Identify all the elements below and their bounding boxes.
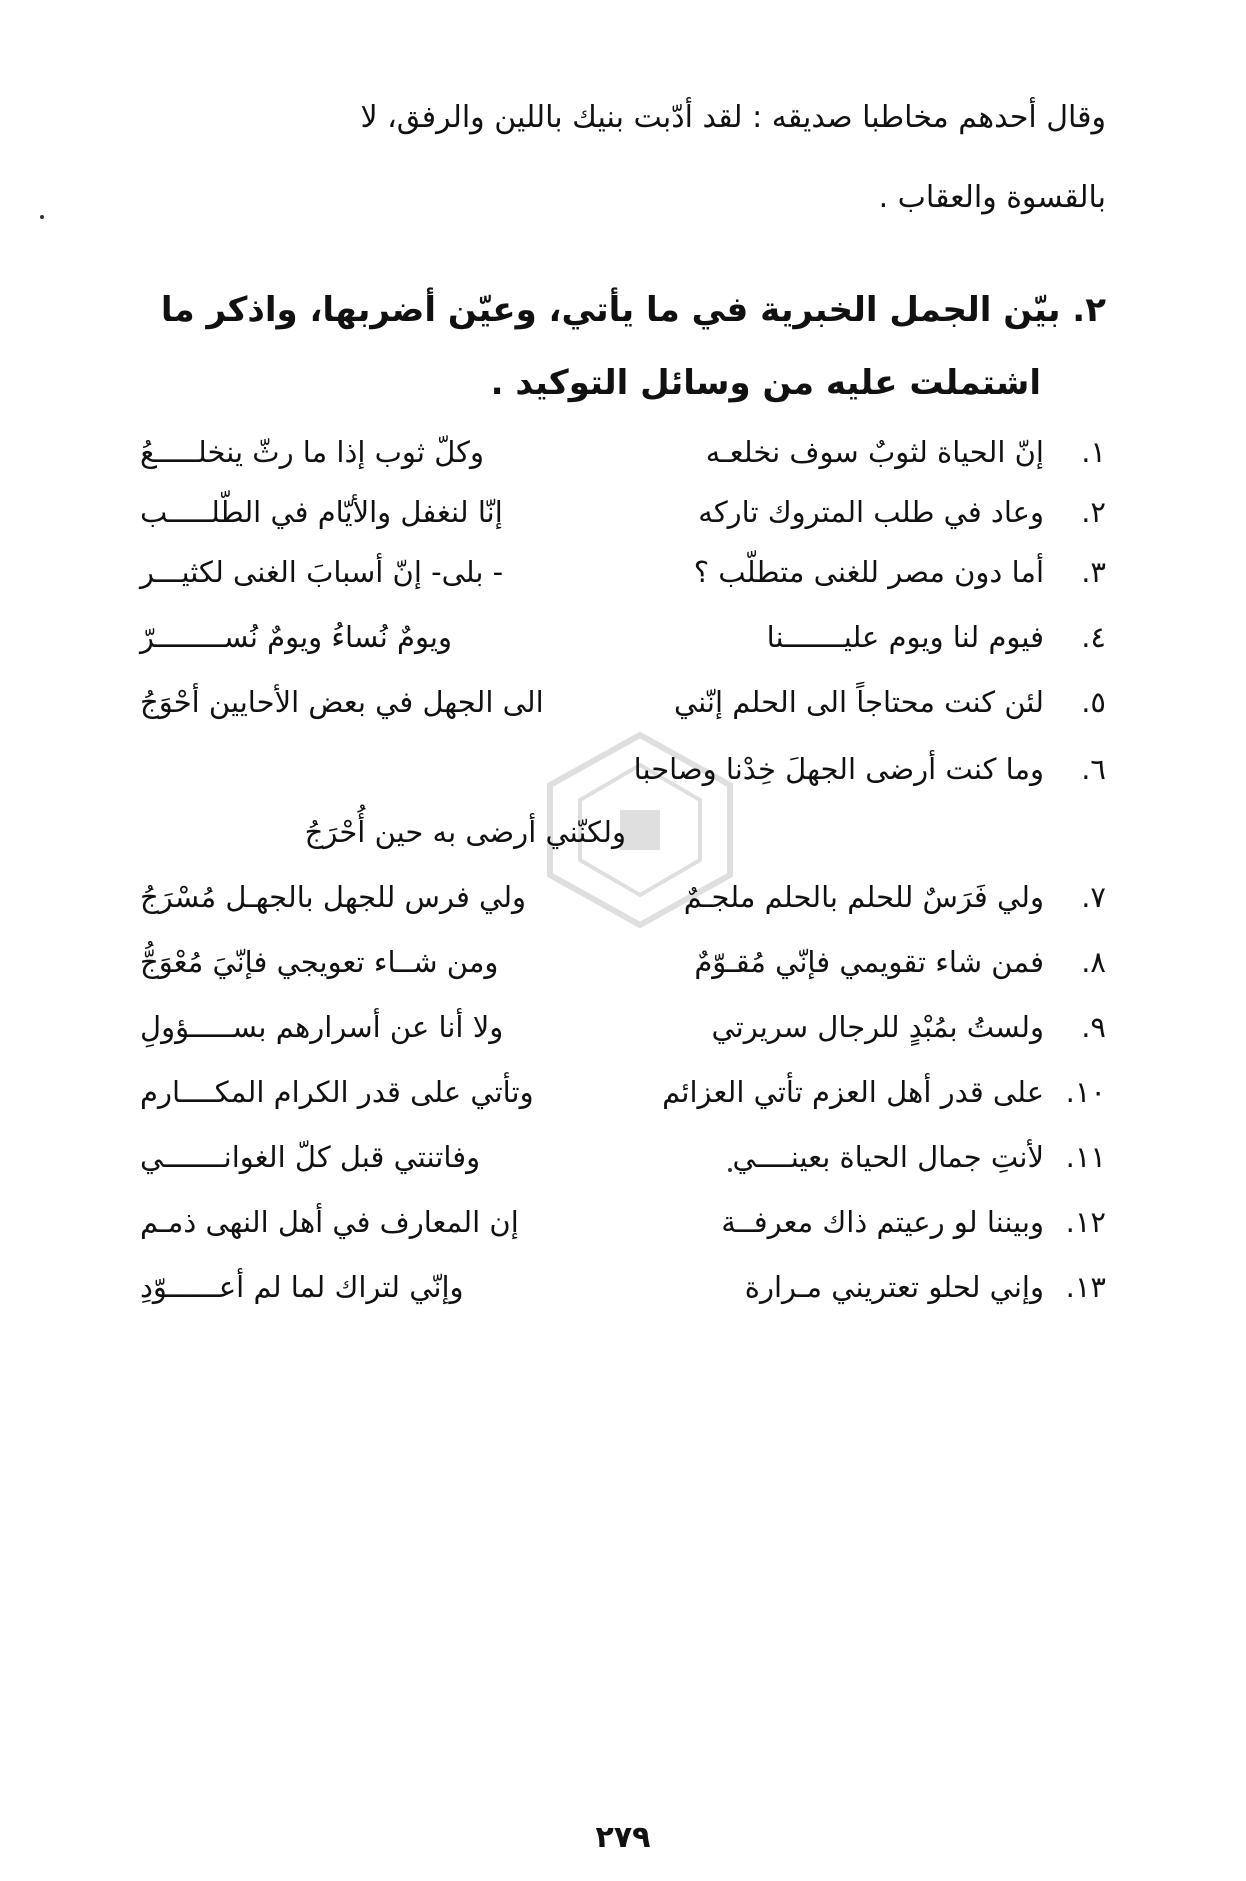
verse-second-hemistich: إنّا لنغفل والأيّام في الطّلـــــب <box>140 495 503 529</box>
verse-second-hemistich: - بلى- إنّ أسبابَ الغنى لكثيـــر <box>140 555 504 589</box>
verse-number: ١٠. <box>1065 1075 1106 1109</box>
verse-first-hemistich: ولستُ بمُبْدٍ للرجال سريرتي <box>711 1010 1044 1044</box>
verse-first-hemistich: وإني لحلو تعتريني مـرارة <box>744 1270 1044 1304</box>
verse-row-continuation <box>140 815 1106 865</box>
verse-row <box>140 1010 1106 1060</box>
verse-number: ١١. <box>1065 1140 1106 1174</box>
verse-first-hemistich: ولي فَرَسٌ للحلم بالحلم ملجـمٌ <box>683 880 1044 914</box>
verse-row <box>140 435 1106 485</box>
verse-row <box>140 1075 1106 1125</box>
verse-first-hemistich: لئن كنت محتاجاً الى الحلم إنّني <box>673 685 1044 719</box>
verse-second-hemistich: ويومٌ نُساءُ ويومٌ نُســــــــرّ <box>140 620 453 654</box>
verse-number: ٨. <box>1081 945 1106 979</box>
verse-number: ٩. <box>1081 1010 1106 1044</box>
verse-first-hemistich: فمن شاء تقويمي فإنّي مُقـوّمٌ <box>694 945 1044 979</box>
verse-row <box>140 1205 1106 1255</box>
verse-row <box>140 1140 1106 1190</box>
verse-number: ٥. <box>1081 685 1106 719</box>
verse-number: ١٣. <box>1065 1270 1106 1304</box>
verse-second-hemistich: وفاتنتي قبل كلّ الغوانـــــــي <box>140 1140 481 1174</box>
page-number: ٢٧٩ <box>595 1820 651 1855</box>
verse-number: ١٢. <box>1065 1205 1106 1239</box>
verse-row <box>140 1270 1106 1320</box>
exercise-heading-line-2: اشتملت عليه من وسائل التوكيد . <box>490 363 1041 403</box>
verse-second-hemistich: ولي فرس للجهل بالجهـل مُسْرَجُ <box>140 880 527 914</box>
verse-second-hemistich: ولا أنا عن أسرارهم بســـــؤولِ <box>140 1010 504 1044</box>
speck <box>40 215 44 219</box>
verse-first-hemistich: لأنتِ جمال الحياة بعينــــي <box>732 1140 1044 1174</box>
verse-first-hemistich: وما كنت أرضى الجهلَ خِدْنا وصاحبا <box>633 752 1044 786</box>
verse-row <box>140 685 1106 735</box>
verse-first-hemistich: وبيننا لو رعيتم ذاك معرفــة <box>721 1205 1044 1239</box>
verse-number: ٤. <box>1081 620 1106 654</box>
verse-second-hemistich: وتأتي على قدر الكرام المكــــارم <box>140 1075 534 1109</box>
exercise-heading-line-1: ٢. بيّن الجمل الخبرية في ما يأتي، وعيّن أضربها، واذكر ما <box>160 290 1106 330</box>
verse-first-hemistich: إنّ الحياة لثوبٌ سوف نخلعـه <box>705 435 1044 469</box>
verse-number: ٢. <box>1081 495 1106 529</box>
intro-line-1: وقال أحدهم مخاطبا صديقه : لقد أدّبت بنيك باللين والرفق، لا <box>360 100 1106 135</box>
verse-second-hemistich: وكلّ ثوب إذا ما رثّ ينخلـــــعُ <box>140 435 484 469</box>
verse-row <box>140 620 1106 670</box>
verse-second-hemistich: ومن شــاء تعويجي فإنّيَ مُعْوَجُّ <box>140 945 499 979</box>
verse-row <box>140 752 1106 802</box>
intro-line-2: بالقسوة والعقاب . <box>878 180 1106 215</box>
verse-row <box>140 555 1106 605</box>
verse-first-hemistich: فيوم لنا ويوم عليـــــــنا <box>766 620 1044 654</box>
verse-row <box>140 495 1106 545</box>
verse-row <box>140 880 1106 930</box>
verse-number: ٣. <box>1081 555 1106 589</box>
verse-first-hemistich: أما دون مصر للغنى متطلّب ؟ <box>693 555 1044 589</box>
verse-second-hemistich: إن المعارف في أهل النهى ذمـم <box>140 1205 519 1239</box>
verse-number: ٧. <box>1081 880 1106 914</box>
verse-first-hemistich: وعاد في طلب المتروك تاركه <box>698 495 1044 529</box>
verse-first-hemistich: على قدر أهل العزم تأتي العزائم <box>662 1075 1044 1109</box>
verse-second-hemistich: ولكنّني أرضى به حين أُحْرَجُ <box>304 815 626 849</box>
verse-row <box>140 945 1106 995</box>
verse-number: ١. <box>1081 435 1106 469</box>
verse-second-hemistich: وإنّي لتراك لما لم أعــــــوّدِ <box>140 1270 464 1304</box>
verse-second-hemistich: الى الجهل في بعض الأحايين أحْوَجُ <box>140 685 544 719</box>
verse-number: ٦. <box>1081 752 1106 786</box>
